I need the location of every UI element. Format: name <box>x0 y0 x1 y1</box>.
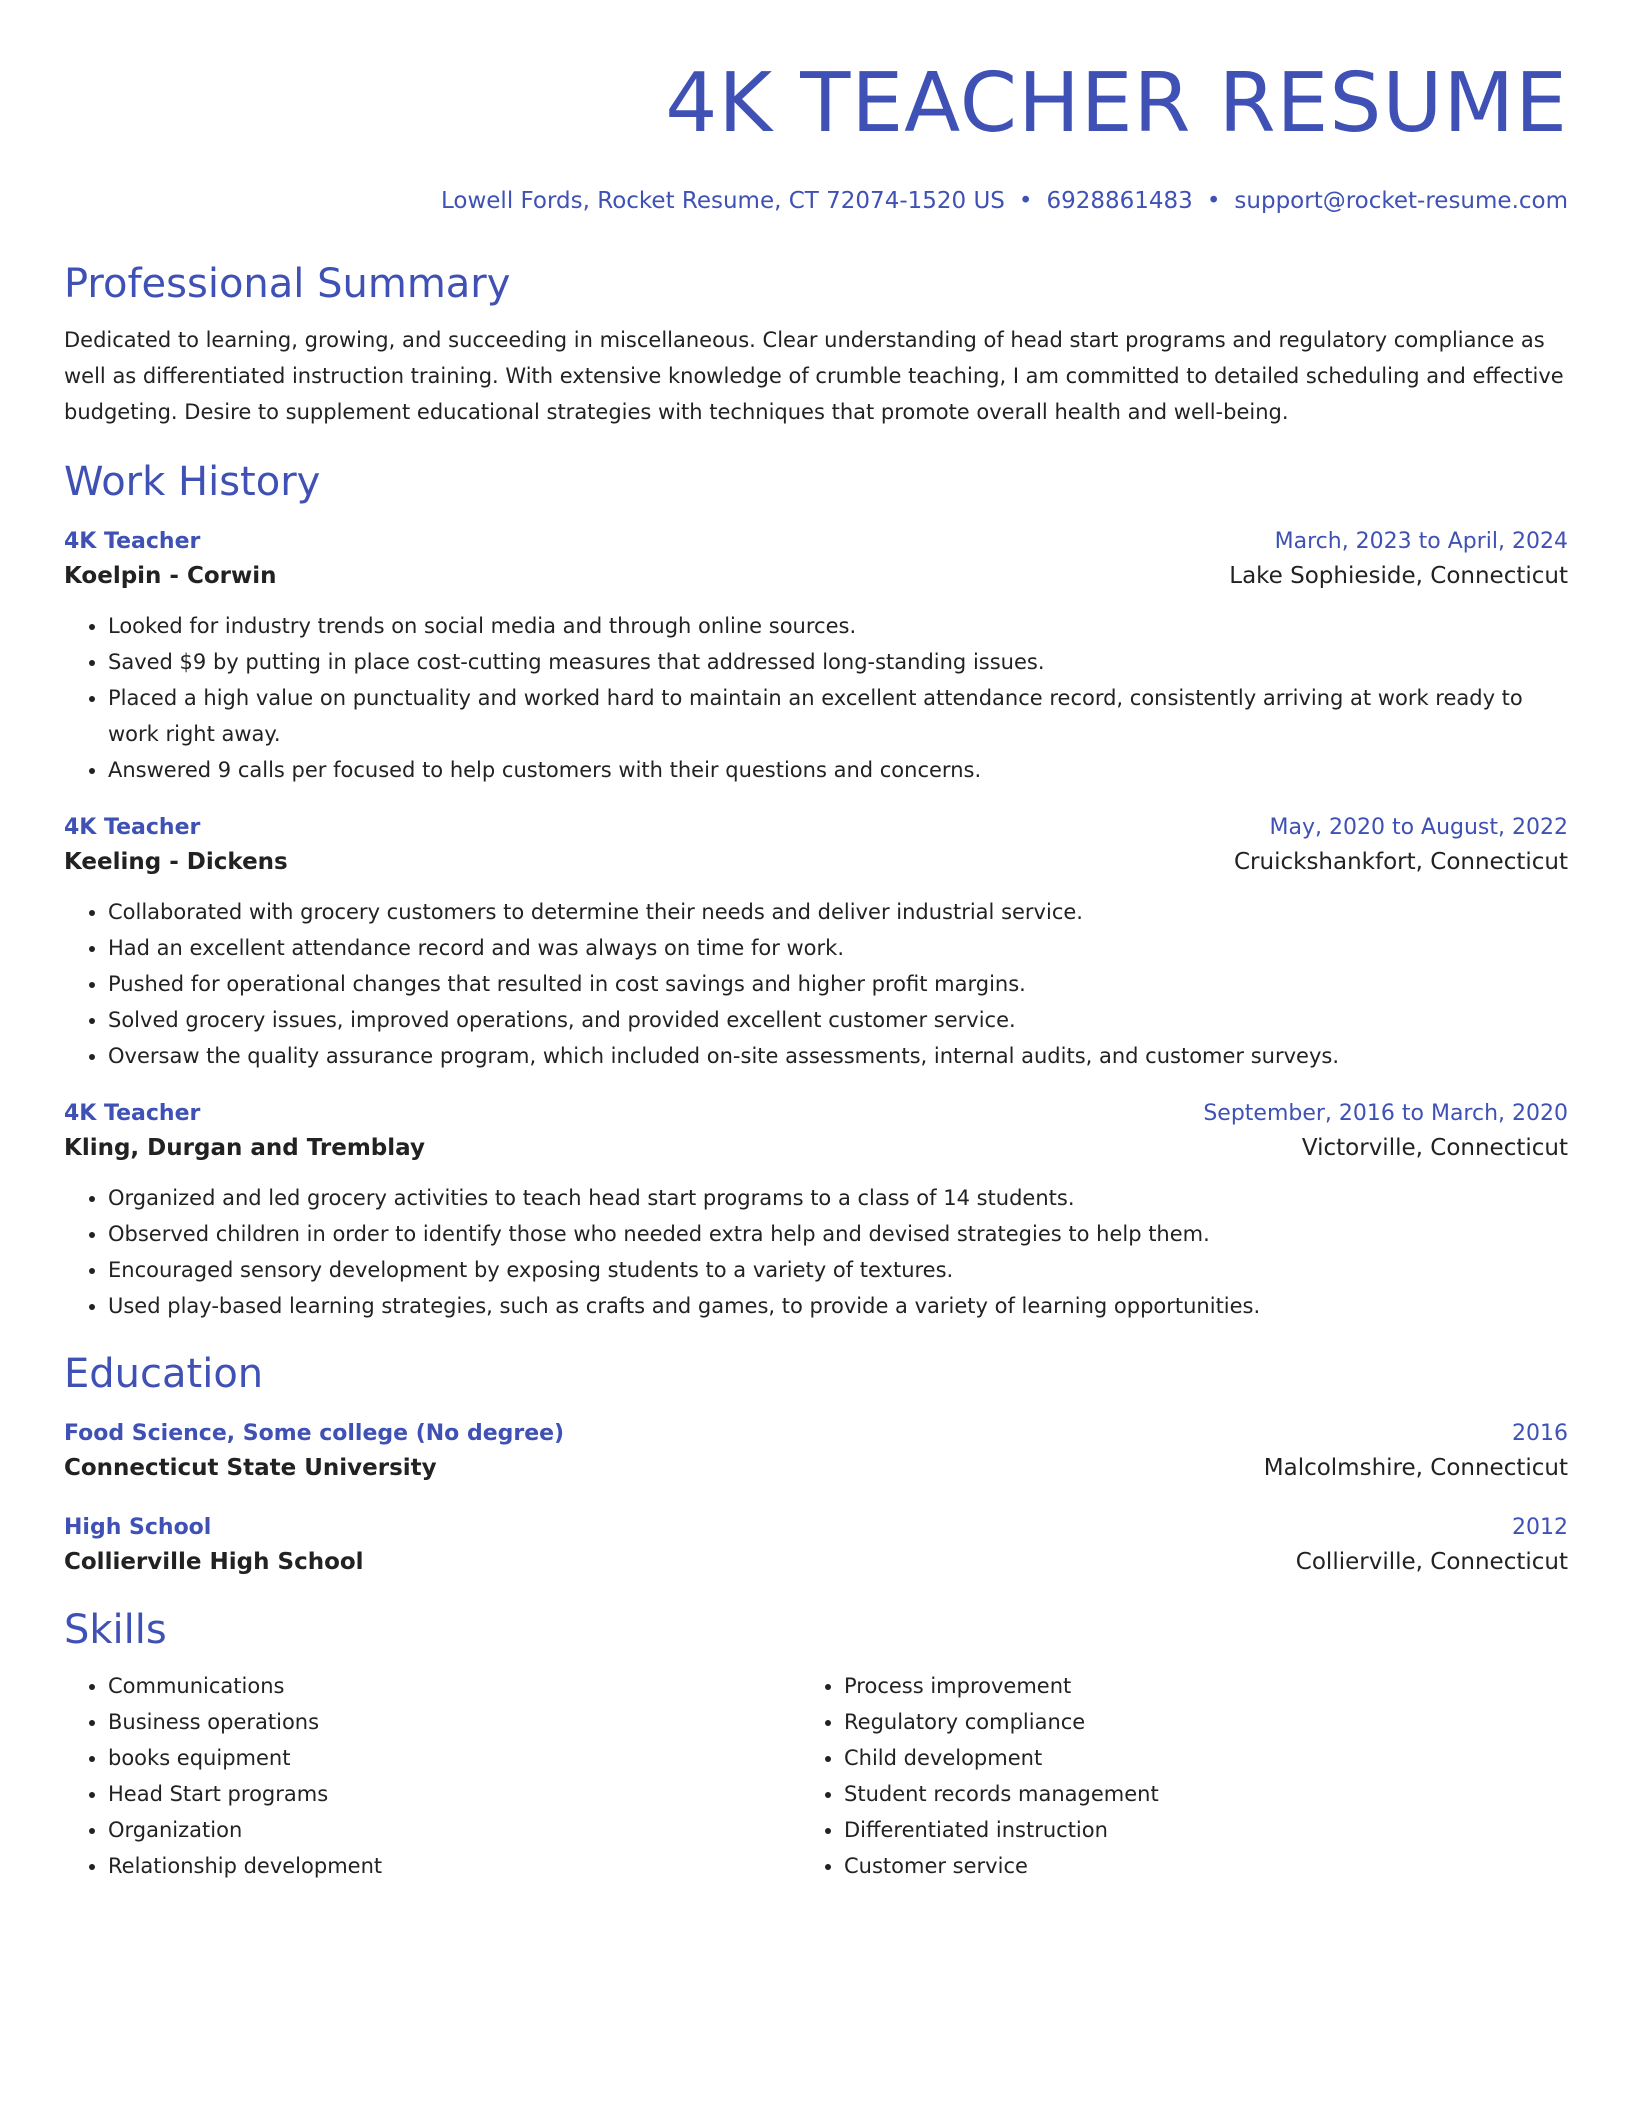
education-year: 2016 <box>1512 1421 1568 1446</box>
education-location: Malcolmshire, Connecticut <box>1263 1455 1568 1481</box>
job-bullet: • Saved $9 by putting in place cost-cutting measures that addressed long-standing issues. <box>108 644 1568 680</box>
education-school: Connecticut State University <box>64 1455 437 1481</box>
summary-text: Dedicated to learning, growing, and succeeding in miscellaneous. Clear understanding of head start programs and regulatory compliance as well as differentiated instruction training. With extensive knowledge of crumble teaching, I am committed to detailed scheduling and effective budgeting. Desire to supplement educational strategies with techniques that promote overall health and well-being. <box>64 328 1564 424</box>
job-bullet: • Encouraged sensory development by exposing students to a variety of textures. <box>108 1252 1568 1288</box>
job-bullet: • Oversaw the quality assurance program, which included on-site assessments, internal audits, and customer surveys. <box>108 1038 1568 1074</box>
resume-title: 4K TEACHER RESUME <box>665 56 1568 151</box>
skills-column-left <box>64 1668 800 1884</box>
job-company: Kling, Durgan and Tremblay <box>64 1135 425 1161</box>
contact-email: support@rocket-resume.com <box>1234 188 1568 214</box>
job-bullet: • Answered 9 calls per focused to help customers with their questions and concerns. <box>108 752 1568 788</box>
job-entry <box>64 526 1568 788</box>
job-bullet: • Had an excellent attendance record and was always on time for work. <box>108 930 1568 966</box>
job-header-row <box>64 812 1568 844</box>
job-company: Keeling - Dickens <box>64 849 288 875</box>
job-header-row <box>64 526 1568 558</box>
skill-item: • Customer service <box>844 1848 1536 1884</box>
skill-item: • Organization <box>108 1812 800 1848</box>
job-bullets <box>64 894 1568 1074</box>
education-entry <box>64 1512 1568 1580</box>
skill-item: • Relationship development <box>108 1848 800 1884</box>
job-bullet: • Collaborated with grocery customers to determine their needs and deliver industrial service. <box>108 894 1568 930</box>
contact-address: Lowell Fords, Rocket Resume, CT 72074-1520 US <box>440 188 1005 214</box>
education-school-row <box>64 1450 1568 1486</box>
education-location: Collierville, Connecticut <box>1295 1549 1568 1575</box>
job-dates: September, 2016 to March, 2020 <box>1203 1101 1568 1126</box>
education-degree: High School <box>64 1515 212 1540</box>
job-company: Koelpin - Corwin <box>64 563 277 589</box>
contact-separator: • <box>1018 188 1033 214</box>
job-company-row <box>64 558 1568 594</box>
job-dates: March, 2023 to April, 2024 <box>1274 529 1568 554</box>
skill-item: • Student records management <box>844 1776 1536 1812</box>
skill-item: • Differentiated instruction <box>844 1812 1536 1848</box>
skill-item: • Child development <box>844 1740 1536 1776</box>
job-role: 4K Teacher <box>64 815 201 840</box>
education-header-row <box>64 1418 1568 1450</box>
job-bullet: • Organized and led grocery activities to teach head start programs to a class of 14 students. <box>108 1180 1568 1216</box>
job-location: Victorville, Connecticut <box>1301 1135 1568 1161</box>
job-company-row <box>64 844 1568 880</box>
skills-heading: Skills <box>64 1607 167 1653</box>
contact-line <box>64 186 1568 216</box>
job-entry <box>64 1098 1568 1324</box>
contact-phone: 6928861483 <box>1046 188 1193 214</box>
skill-item: • Regulatory compliance <box>844 1704 1536 1740</box>
skill-item: • Process improvement <box>844 1668 1536 1704</box>
skills-list <box>64 1668 1568 1884</box>
job-bullet: • Solved grocery issues, improved operations, and provided excellent customer service. <box>108 1002 1568 1038</box>
education-school: Collierville High School <box>64 1549 364 1575</box>
job-bullet: • Looked for industry trends on social media and through online sources. <box>108 608 1568 644</box>
education-degree: Food Science, Some college (No degree) <box>64 1421 565 1446</box>
skill-item: • Business operations <box>108 1704 800 1740</box>
job-bullet: • Used play-based learning strategies, such as crafts and games, to provide a variety of learning opportunities. <box>108 1288 1568 1324</box>
job-entry <box>64 812 1568 1074</box>
job-bullets <box>64 608 1568 788</box>
job-bullets <box>64 1180 1568 1324</box>
job-dates: May, 2020 to August, 2022 <box>1269 815 1568 840</box>
skill-item: • Head Start programs <box>108 1776 800 1812</box>
work-history-list <box>64 526 1568 1324</box>
contact-separator: • <box>1206 188 1221 214</box>
job-role: 4K Teacher <box>64 1101 201 1126</box>
education-heading: Education <box>64 1351 264 1397</box>
education-entry <box>64 1418 1568 1486</box>
job-header-row <box>64 1098 1568 1130</box>
education-header-row <box>64 1512 1568 1544</box>
work-history-heading: Work History <box>64 459 321 505</box>
job-bullet: • Observed children in order to identify those who needed extra help and devised strategies to help them. <box>108 1216 1568 1252</box>
skills-column-right <box>800 1668 1536 1884</box>
job-role: 4K Teacher <box>64 529 201 554</box>
education-year: 2012 <box>1512 1515 1568 1540</box>
skill-item: • Communications <box>108 1668 800 1704</box>
job-bullet: • Pushed for operational changes that resulted in cost savings and higher profit margins. <box>108 966 1568 1002</box>
skill-item: • books equipment <box>108 1740 800 1776</box>
job-bullet: • Placed a high value on punctuality and worked hard to maintain an excellent attendance record, consistently arriving at work ready to work right away. <box>108 680 1568 752</box>
job-location: Lake Sophieside, Connecticut <box>1229 563 1568 589</box>
job-location: Cruickshankfort, Connecticut <box>1234 849 1568 875</box>
job-company-row <box>64 1130 1568 1166</box>
summary-heading: Professional Summary <box>64 261 511 307</box>
education-school-row <box>64 1544 1568 1580</box>
